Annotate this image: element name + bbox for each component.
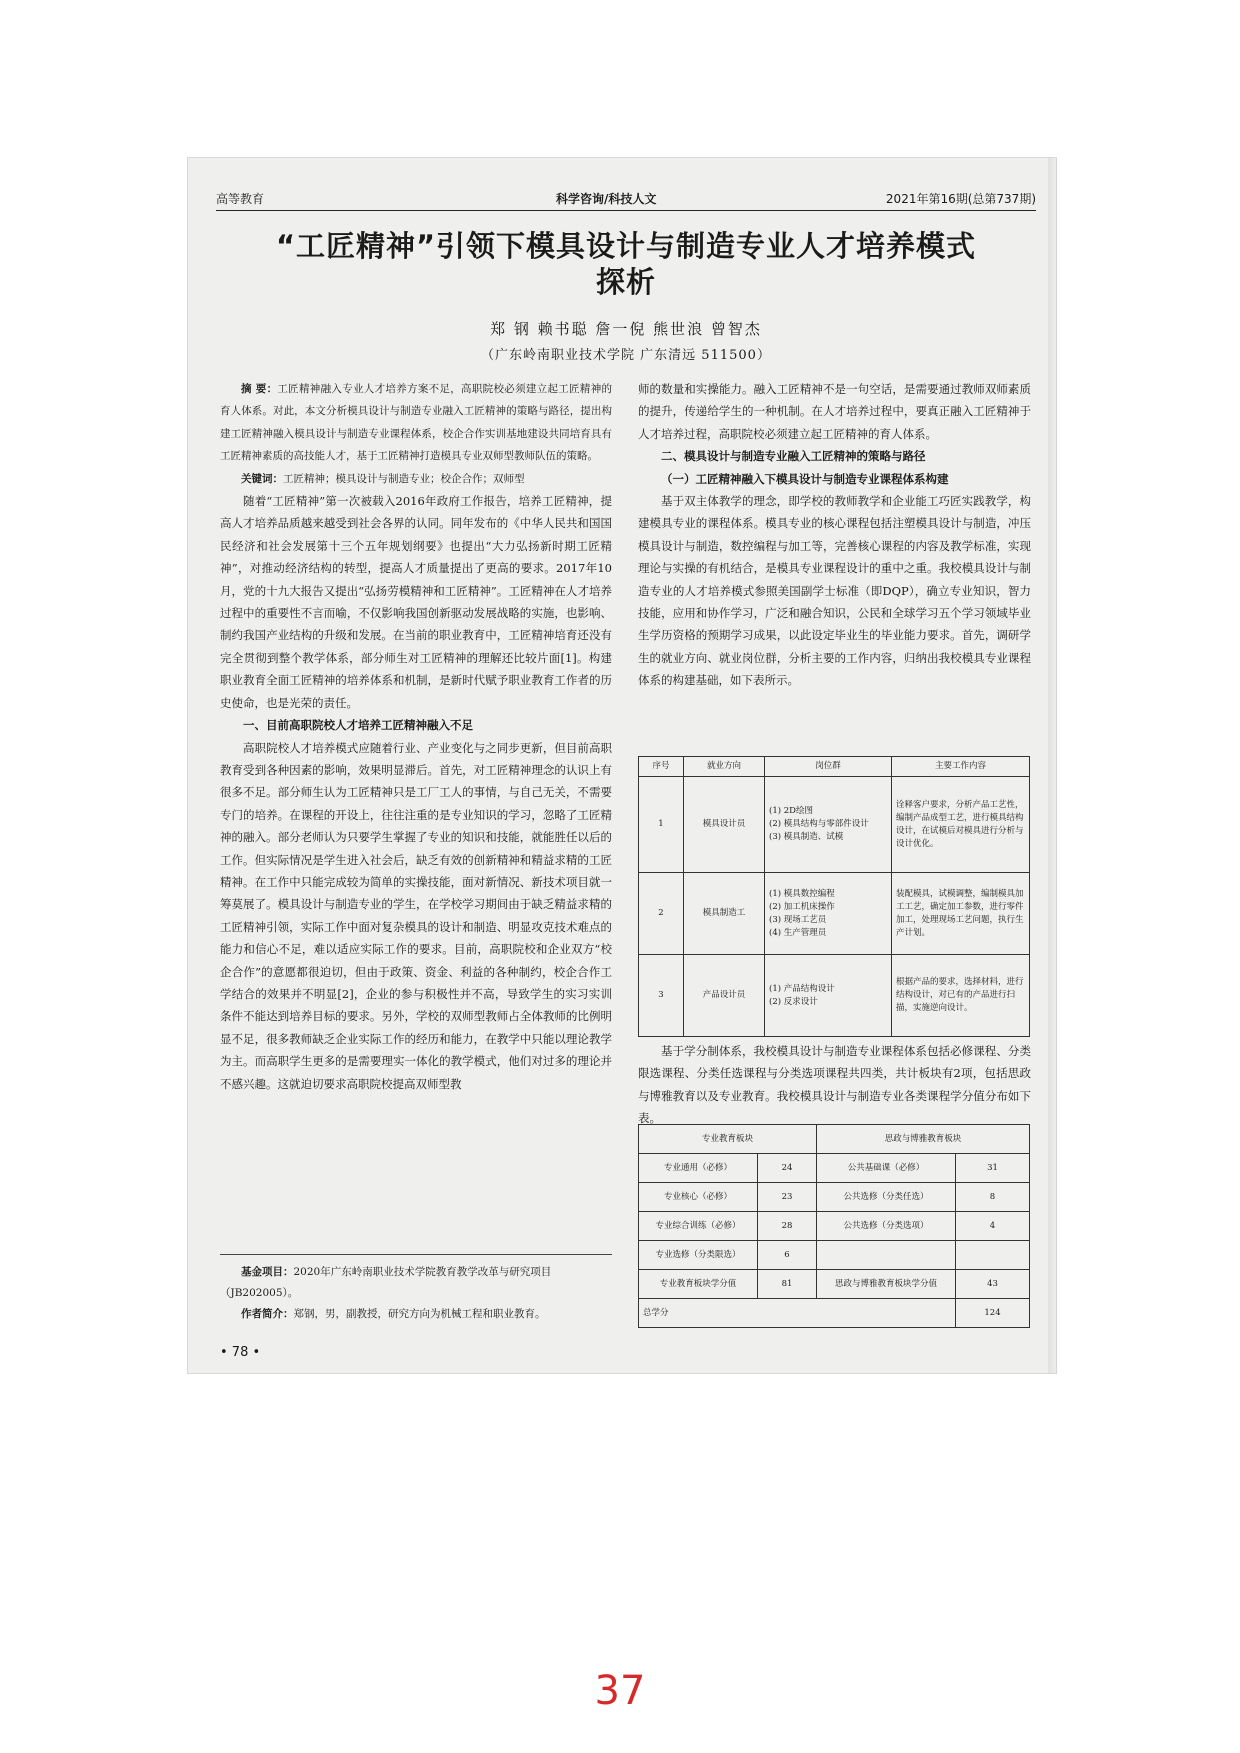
section-2-paragraph-2: 基于学分制体系，我校模具设计与制造专业课程体系包括必修课程、分类限选课程、分类任选课程与分类选项课程共四类，共计板块有2项，包括思政与博雅教育以及专业教育。我校模具设计与制造专业各类课程学分值分布如下表。 <box>638 1044 1031 1126</box>
table-cell: 模具制造工 <box>684 873 765 955</box>
author-list: 郑 钢 赖书聪 詹一倪 熊世浪 曾智杰 <box>490 320 762 338</box>
table-cell: 思政与博雅教育板块学分值 <box>817 1270 956 1299</box>
keywords-text: 工匠精神；模具设计与制造专业；校企合作；双师型 <box>283 472 525 485</box>
table-cell <box>817 1241 956 1270</box>
table-cell: (1) 模具数控编程 (2) 加工机床操作 (3) 现场工艺员 (4) 生产管理员 <box>765 873 892 955</box>
table-cell: 28 <box>758 1212 817 1241</box>
author-bio-text: 郑钢，男，副教授，研究方向为机械工程和职业教育。 <box>293 1308 546 1320</box>
table-header-cell: 思政与博雅教育板块 <box>817 1125 1030 1154</box>
table-cell: 1 <box>639 777 684 873</box>
page-edge-shadow <box>1048 158 1058 1373</box>
table-cell: 公共基础课（必修） <box>817 1154 956 1183</box>
table-cell: 124 <box>956 1299 1030 1328</box>
table-cell: 81 <box>758 1270 817 1299</box>
table-cell: 模具设计员 <box>684 777 765 873</box>
table-row <box>639 1212 1030 1241</box>
page-number: • 78 • <box>220 1345 261 1360</box>
section-1-paragraph: 高职院校人才培养模式应随着行业、产业变化与之同步更新，但目前高职教育受到各种因素的影响，效果明显滞后。首先，对工匠精神理念的认识上有很多不足。部分师生认为工匠精神只是工厂工人的事情，与自己无关，不需要专门的培养。在课程的开设上，往往注重的是专业知识的学习，忽略了工匠精神的融入。部分老师认为只要学生掌握了专业的知识和技能，就能胜任以后的工作。但实际情况是学生进入社会后，缺乏有效的创新精神和精益求精的工匠精神。在工作中只能完成较为简单的实操技能，面对新情况、新技术项目就一筹莫展了。模具设计与制造专业的学生，在学校学习期间由于缺乏精益求精的工匠精神引领，实际工作中面对复杂模具的设计和制造、明显攻克技术难点的能力和信心不足，难以适应实际工作的要求。目前，高职院校和企业双方“校企合作”的意愿都很迫切，但由于政策、资金、利益的各种制约，校企合作工学结合的效果并不明显[2]，企业的参与积极性并不高，导致学生的实习实训条件不能达到培养目标的要求。另外，学校的双师型教师占全体教师的比例明显不足，很多教师缺乏企业实际工作的经历和能力，在教学中只能以理论教学为主。而高职学生更多的是需要理实一体化的教学模式，他们对过多的理论并不感兴趣。这就迫切要求高职院校提高双师型教 <box>220 740 612 1091</box>
credit-table <box>638 1124 1030 1328</box>
table-cell: (1) 2D绘图 (2) 模具结构与零部件设计 (3) 模具制造、试模 <box>765 777 892 873</box>
table-cell <box>956 1241 1030 1270</box>
right-column <box>638 378 1031 692</box>
right-column-lower <box>638 1040 1031 1130</box>
title-line-2: 探析 <box>595 265 656 299</box>
table-cell: 2 <box>639 873 684 955</box>
table-cell: 6 <box>758 1241 817 1270</box>
table-cell: (1) 产品结构设计 (2) 反求设计 <box>765 955 892 1037</box>
subsection-heading-2-1: （一）工匠精神融入下模具设计与制造专业课程体系构建 <box>661 471 949 486</box>
table-row <box>639 1183 1030 1212</box>
table-row <box>639 955 1030 1037</box>
author-bio-label: 作者简介： <box>241 1308 294 1320</box>
table-header-cell: 专业教育板块 <box>639 1125 817 1154</box>
table-header-cell: 序号 <box>639 757 684 777</box>
keywords-label: 关键词： <box>241 472 283 485</box>
sheet-number: 37 <box>594 1668 646 1714</box>
table-total-row <box>639 1299 1030 1328</box>
table-cell: 产品设计员 <box>684 955 765 1037</box>
table-cell: 8 <box>956 1183 1030 1212</box>
abstract <box>220 378 612 468</box>
table-row <box>639 873 1030 955</box>
table-header-cell: 就业方向 <box>684 757 765 777</box>
table-row <box>639 1154 1030 1183</box>
journal-name: 科学咨询/科技人文 <box>556 192 657 206</box>
table-cell: 公共选修（分类选项） <box>817 1212 956 1241</box>
table-cell: 专业通用（必修） <box>639 1154 758 1183</box>
keywords <box>220 468 612 490</box>
table-row <box>639 1270 1030 1299</box>
footnote-rule <box>220 1254 612 1255</box>
author-bio-note <box>220 1304 612 1325</box>
table-cell: 公共选修（分类任选） <box>817 1183 956 1212</box>
table-cell: 专业核心（必修） <box>639 1183 758 1212</box>
abstract-label: 摘 要： <box>241 383 278 395</box>
fund-label: 基金项目： <box>241 1266 294 1278</box>
fund-note <box>220 1262 612 1304</box>
table-cell: 4 <box>956 1212 1030 1241</box>
table-cell: 专业选修（分类限选） <box>639 1241 758 1270</box>
table-cell: 诠释客户要求，分析产品工艺性，编制产品成型工艺，进行模具结构设计，在试模后对模具进行分析与设计优化。 <box>892 777 1030 873</box>
section-name: 高等教育 <box>216 192 265 206</box>
abstract-text: 工匠精神融入专业人才培养方案不足，高职院校必须建立起工匠精神的育人体系。对此，本文分析模具设计与制造专业融入工匠精神的策略与路径，提出构建工匠精神融入模具设计与制造专业课程体系，校企合作实训基地建设共同培育具有工匠精神素质的高技能人才，基于工匠精神打造模具专业双师型教师队伍的策略。 <box>220 383 613 463</box>
section-2-paragraph: 基于双主体教学的理念，即学校的教师教学和企业能工巧匠实践教学，构建模具专业的课程体系。模具专业的核心课程包括注塑模具设计与制造，冲压模具设计与制造，数控编程与加工等，完善核心课程的内容及教学标准，实现理论与实操的有机结合，是模具专业课程设计的重中之重。我校模具设计与制造专业的人才培养模式参照美国副学士标准（即DQP），确立专业知识，智力技能，应用和协作学习，广泛和融合知识，公民和全球学习五个学习领域毕业生学历资格的预期学习成果，以此设定毕业生的毕业能力要求。首先，调研学生的就业方向、就业岗位群，分析主要的工作内容，归纳出我校模具专业课程体系的构建基础，如下表所示。 <box>638 494 1031 688</box>
table-cell: 31 <box>956 1154 1030 1183</box>
affiliation: （广东岭南职业技术学院 广东清远 511500） <box>481 348 771 363</box>
table-cell: 总学分 <box>639 1299 956 1328</box>
table-cell: 专业综合训练（必修） <box>639 1212 758 1241</box>
title-line-1: “工匠精神”引领下模具设计与制造专业人才培养模式 <box>275 229 977 263</box>
table-cell: 专业教育板块学分值 <box>639 1270 758 1299</box>
table-header-row <box>639 1125 1030 1154</box>
fund-text: 2020年广东岭南职业技术学院教育教学改革与研究项目（JB202005）。 <box>220 1266 552 1299</box>
table-header-cell: 主要工作内容 <box>892 757 1030 777</box>
section-heading-2: 二、模具设计与制造专业融入工匠精神的策略与路径 <box>661 449 926 464</box>
issue-info: 2021年第16期(总第737期) <box>885 192 1036 206</box>
employment-table <box>638 756 1030 1037</box>
footnotes <box>220 1262 612 1325</box>
table-cell: 装配模具，试模调整，编制模具加工工艺，确定加工参数，进行零件加工，处理现场工艺问题，执行生产计划。 <box>892 873 1030 955</box>
section-heading-1: 一、目前高职院校人才培养工匠精神融入不足 <box>243 718 473 733</box>
table-cell: 23 <box>758 1183 817 1212</box>
table-header-row <box>639 757 1030 777</box>
left-column <box>220 378 612 1095</box>
table-cell: 3 <box>639 955 684 1037</box>
continued-paragraph: 师的数量和实操能力。融入工匠精神不是一句空话，是需要通过教师双师素质的提升，传递给学生的一种机制。在人才培养过程中，要真正融入工匠精神于人才培养过程，高职院校必须建立起工匠精神的育人体系。 <box>638 382 1031 441</box>
header-rule <box>216 210 1036 211</box>
intro-paragraph: 随着“工匠精神”第一次被载入2016年政府工作报告，培养工匠精神，提高人才培养品质越来越受到社会各界的认同。同年发布的《中华人民共和国国民经济和社会发展第十三个五年规划纲要》也提出“大力弘扬新时期工匠精神”，对推动经济结构的转型，提高人才质量提出了更高的要求。2017年10月，党的十九大报告又提出“弘扬劳模精神和工匠精神”。工匠精神在人才培养过程中的重要性不言而喻，不仅影响我国创新驱动发展战略的实施，也影响、制约我国产业结构的升级和发展。在当前的职业教育中，工匠精神培育还没有完全贯彻到整个教学体系，部分师生对工匠精神的理解还比较片面[1]。构建职业教育全面工匠精神的培养体系和机制，是新时代赋予职业教育工作者的历史使命，也是光荣的责任。 <box>220 494 612 710</box>
running-head <box>216 190 1036 210</box>
table-row <box>639 777 1030 873</box>
table-cell: 24 <box>758 1154 817 1183</box>
table-row <box>639 1241 1030 1270</box>
article-title <box>206 228 1046 300</box>
table-cell: 根据产品的要求，选择材料，进行结构设计，对已有的产品进行扫描，实施逆向设计。 <box>892 955 1030 1037</box>
table-header-cell: 岗位群 <box>765 757 892 777</box>
table-cell: 43 <box>956 1270 1030 1299</box>
